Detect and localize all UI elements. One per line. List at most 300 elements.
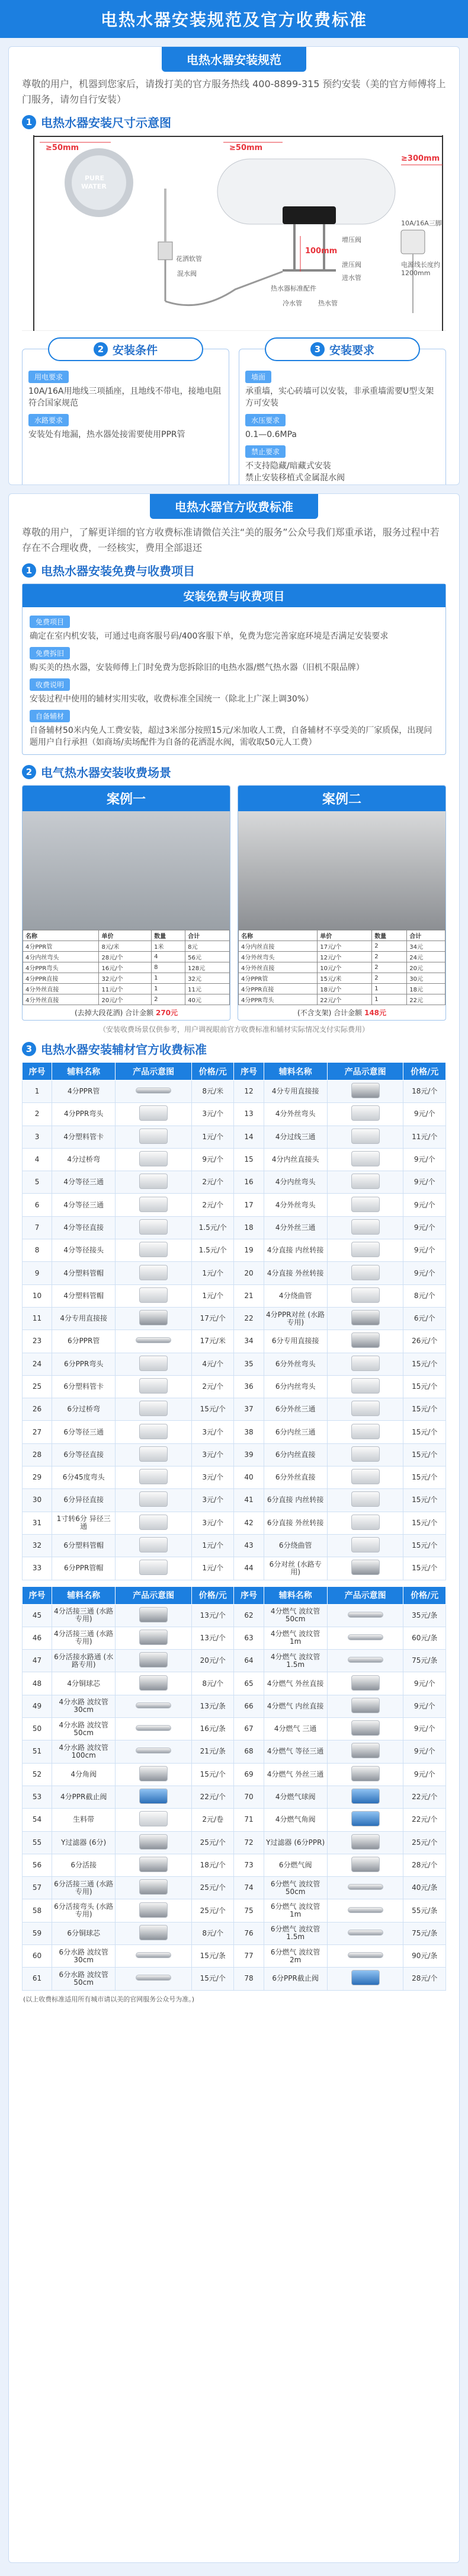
table-cell: 6分燃气 波纹管50cm	[264, 1877, 327, 1899]
product-image-cell	[327, 1103, 403, 1126]
table-cell: 4分铜球芯	[52, 1672, 116, 1695]
table-row	[23, 1877, 446, 1899]
product-image-cell	[327, 1763, 403, 1786]
table-cell: 4分塑料管帽	[52, 1284, 116, 1307]
fee-item-tag-row	[30, 642, 438, 659]
product-image	[351, 1560, 380, 1575]
product-image-cell	[327, 1650, 403, 1672]
section-title: 安装条件	[112, 343, 158, 357]
table-cell: 4分燃气 等径三通	[264, 1740, 327, 1763]
product-image-cell	[327, 1831, 403, 1854]
product-image	[139, 1925, 168, 1940]
product-image-cell	[116, 1695, 192, 1717]
table-cell: 78	[234, 1968, 264, 1990]
table-cell: 6分内丝弯头	[264, 1375, 327, 1398]
table-cell: 75元/条	[403, 1922, 446, 1944]
product-image	[348, 1907, 383, 1913]
table-cell: 4分内丝弯头	[264, 1171, 327, 1194]
table-cell: 6分外丝直接	[264, 1466, 327, 1489]
fee-section-3	[22, 1040, 446, 1057]
case-cell: 名称	[23, 930, 99, 941]
product-image	[139, 1652, 168, 1668]
table-cell: 9	[23, 1262, 52, 1284]
table-cell: 15元/个	[191, 1763, 234, 1786]
table-cell: 2元/个	[191, 1375, 234, 1398]
product-image-cell	[327, 1877, 403, 1899]
table-cell: 4分内丝直接头	[264, 1148, 327, 1171]
table-cell: 4分水路 波纹管100cm	[52, 1740, 116, 1763]
product-image-cell	[116, 1809, 192, 1831]
product-image	[139, 1902, 168, 1918]
case-cell: 1米	[152, 941, 185, 952]
table-cell: 41	[234, 1489, 264, 1512]
fee-item-text: 确定在室内机安装，可通过电商客服号码/400客服下单，免费为您完善家庭环境是否满足安装要求	[30, 632, 389, 641]
table-cell: 1元/个	[191, 1262, 234, 1284]
table-cell: 14	[234, 1126, 264, 1148]
table-cell: 6分等径直接	[52, 1443, 116, 1466]
table-cell: 9元/个	[403, 1740, 446, 1763]
product-image-cell	[116, 1080, 192, 1103]
product-image	[139, 1675, 168, 1691]
table-cell: 11	[23, 1307, 52, 1330]
product-image-cell	[116, 1262, 192, 1284]
table-cell: 8元/个	[403, 1284, 446, 1307]
table-cell: 70	[234, 1786, 264, 1808]
case-row	[239, 984, 445, 994]
table-header: 价格/元	[403, 1063, 446, 1080]
table-cell: 6分对丝 (水路专用)	[264, 1557, 327, 1580]
table-cell: 15元/个	[403, 1443, 446, 1466]
dim-left: ≥50mm	[46, 144, 79, 152]
product-image	[136, 1725, 171, 1731]
product-image	[351, 1857, 380, 1872]
product-image	[351, 1491, 380, 1507]
case-head: 案例二	[238, 786, 445, 811]
table-cell: 33	[23, 1557, 52, 1580]
spec-section-1	[22, 113, 446, 130]
table-cell: 4分直接 内丝转接	[264, 1239, 327, 1262]
table-cell: 66	[234, 1695, 264, 1717]
table-row	[23, 1809, 446, 1831]
product-image	[351, 1675, 380, 1691]
table-cell: 4分塑料管卡	[52, 1126, 116, 1148]
case-cell: 16元/个	[99, 962, 152, 973]
table-row	[23, 1262, 446, 1284]
table-cell: 60	[23, 1944, 52, 1967]
product-image	[139, 1151, 168, 1166]
table-cell: 44	[234, 1557, 264, 1580]
table-row	[23, 1604, 446, 1627]
product-image-cell	[116, 1375, 192, 1398]
product-image	[139, 1310, 168, 1325]
case-cell: 数量	[152, 930, 185, 941]
table-cell: 43	[234, 1534, 264, 1557]
table-header: 产品示意图	[116, 1586, 192, 1604]
case-cell: 2	[372, 941, 407, 952]
case-cell: 4分PPR弯头	[23, 962, 99, 973]
table-row	[23, 1443, 446, 1466]
table-cell: 1.5元/个	[191, 1216, 234, 1239]
product-image	[351, 1083, 380, 1098]
table-cell: 6分燃气阀	[264, 1854, 327, 1876]
product-image-cell	[327, 1489, 403, 1512]
table-cell: 65	[234, 1672, 264, 1695]
case-cell: 56元	[185, 952, 230, 962]
table-cell: 15元/个	[191, 1398, 234, 1421]
product-image	[139, 1242, 168, 1257]
table-cell: 17	[234, 1194, 264, 1216]
table-cell: 9元/个	[403, 1171, 446, 1194]
product-image-cell	[327, 1375, 403, 1398]
table-cell: 25元/个	[191, 1831, 234, 1854]
product-image-cell	[327, 1786, 403, 1808]
table-cell: 4分外丝弯头	[264, 1103, 327, 1126]
table-row	[23, 1922, 446, 1944]
table-cell: 28元/个	[403, 1968, 446, 1990]
table-cell: 64	[234, 1650, 264, 1672]
table-cell: 4分燃气 波纹管1.5m	[264, 1650, 327, 1672]
table-cell: 15元/个	[403, 1489, 446, 1512]
product-image	[351, 1515, 380, 1530]
case-cell: 4分外丝直接	[23, 994, 99, 1005]
table-cell: 4分等径接头	[52, 1239, 116, 1262]
product-image-cell	[116, 1398, 192, 1421]
case-row	[239, 962, 445, 973]
table-cell: 1.5元/个	[191, 1239, 234, 1262]
table-cell: 8元/米	[191, 1080, 234, 1103]
product-image-cell	[116, 1239, 192, 1262]
case-cell: 1	[152, 984, 185, 994]
case-cell: 4分PPR弯头	[239, 994, 318, 1005]
table-row	[23, 1763, 446, 1786]
table-header: 辅料名称	[264, 1063, 327, 1080]
table-cell: 48	[23, 1672, 52, 1695]
product-image-cell	[327, 1398, 403, 1421]
case-head: 案例一	[23, 786, 230, 811]
table-cell: 7	[23, 1216, 52, 1239]
table-cell: 75	[234, 1899, 264, 1922]
product-image-cell	[327, 1968, 403, 1990]
table-cell: 20	[234, 1262, 264, 1284]
case-cell: 2	[152, 994, 185, 1005]
product-image-cell	[116, 1740, 192, 1763]
spec-card-title: 电热水器安装规范	[162, 46, 306, 72]
product-image	[351, 1970, 380, 1985]
table-row	[23, 1216, 446, 1239]
table-cell: 9元/个	[403, 1763, 446, 1786]
table-cell: 37	[234, 1398, 264, 1421]
fee-card-title: 电热水器官方收费标准	[150, 493, 318, 519]
fee-items	[23, 607, 445, 754]
req-tag: 禁止要求	[245, 445, 286, 458]
product-image-cell	[327, 1627, 403, 1649]
product-image	[136, 1975, 171, 1981]
table-cell: 4分过桥弯	[52, 1148, 116, 1171]
case-cell: 34元	[407, 941, 445, 952]
table-cell: 60元/条	[403, 1627, 446, 1649]
case-row	[23, 973, 230, 984]
case-cell: 32元	[185, 973, 230, 984]
product-image-cell	[327, 1809, 403, 1831]
table-cell: 6分活接	[52, 1854, 116, 1876]
product-image	[351, 1811, 380, 1826]
case-cell: 4分PPR管	[239, 973, 318, 984]
product-image	[348, 1657, 383, 1663]
table-cell: 38	[234, 1421, 264, 1443]
table-header: 产品示意图	[327, 1586, 403, 1604]
hot-label: 热水管	[318, 299, 338, 307]
product-image	[351, 1766, 380, 1781]
table-row	[23, 1194, 446, 1216]
product-image-cell	[116, 1831, 192, 1854]
table-cell: 6分绕曲管	[264, 1534, 327, 1557]
product-image	[351, 1174, 380, 1189]
product-image	[351, 1834, 380, 1850]
product-image	[351, 1401, 380, 1416]
table-cell: 9元/个	[403, 1672, 446, 1695]
case-cell: 合计	[407, 930, 445, 941]
table-cell: 58	[23, 1899, 52, 1922]
case-label: (去掉大段花洒)	[74, 1009, 123, 1017]
table-cell: 13元/条	[191, 1695, 234, 1717]
case-row	[23, 952, 230, 962]
table-cell: 22元/个	[403, 1786, 446, 1808]
product-image	[351, 1128, 380, 1144]
section-number: 3	[22, 1042, 36, 1056]
table-cell: 20元/个	[191, 1650, 234, 1672]
table-header: 价格/元	[191, 1063, 234, 1080]
table-cell: 2元/个	[191, 1171, 234, 1194]
product-image	[139, 1515, 168, 1530]
table-cell: 9元/个	[403, 1718, 446, 1740]
table-cell: 55	[23, 1831, 52, 1854]
case-cell: 17元/个	[318, 941, 372, 952]
table-cell: 90元/条	[403, 1944, 446, 1967]
install-spec-card	[8, 46, 460, 485]
product-image-cell	[327, 1899, 403, 1922]
product-image-cell	[116, 1672, 192, 1695]
product-image-cell	[327, 1126, 403, 1148]
table-cell: 71	[234, 1809, 264, 1831]
product-image-cell	[327, 1854, 403, 1876]
table-cell: 6分外丝三通	[264, 1398, 327, 1421]
fee-intro: 尊敬的用户，了解更详细的官方收费标准请微信关注“美的服务”公众号我们郑重承诺，服务过程中若存在不合理收费，一经核实，费用全部退还	[22, 527, 440, 553]
product-image-cell	[327, 1284, 403, 1307]
table-cell: 4分PPR弯头	[52, 1103, 116, 1126]
table-row	[23, 1512, 446, 1534]
table-cell: 76	[234, 1922, 264, 1944]
table-cell: 75元/条	[403, 1650, 446, 1672]
table-cell: 9元/个	[403, 1695, 446, 1717]
table-header: 辅料名称	[52, 1586, 116, 1604]
conditions-pill	[48, 337, 203, 361]
case-row	[23, 962, 230, 973]
fee-item-tag: 免费项目	[30, 616, 70, 628]
case-cell: 24元	[407, 952, 445, 962]
product-image-cell	[116, 1899, 192, 1922]
fee-item-text: 安装过程中使用的辅材实用实收，收费标准全国统一（除北上广深上调30%）	[30, 694, 314, 704]
table-cell: 6分内丝三通	[264, 1421, 327, 1443]
table-cell: 54	[23, 1809, 52, 1831]
table-row	[23, 1466, 446, 1489]
product-image-cell	[116, 1194, 192, 1216]
table-cell: 1元/个	[191, 1557, 234, 1580]
table-cell: 3元/个	[191, 1466, 234, 1489]
banner-title: 电热水器安装规范及官方收费标准	[100, 10, 367, 30]
purifier-brand-2: WATER	[81, 183, 107, 190]
product-image	[348, 1634, 383, 1640]
table-cell: 4分活接三通 (水路专用)	[52, 1604, 116, 1627]
table-cell: 2元/卷	[191, 1809, 234, 1831]
case-cell: 22元/个	[318, 994, 372, 1005]
product-image	[348, 1884, 383, 1890]
product-image	[139, 1174, 168, 1189]
total-label: 合计金额	[334, 1009, 363, 1017]
table-cell: 15元/个	[403, 1466, 446, 1489]
table-cell: 6分燃气 波纹管1m	[264, 1899, 327, 1922]
table-cell: 4分绕曲管	[264, 1284, 327, 1307]
case-row	[23, 994, 230, 1005]
dim-pipe: 100mm	[305, 247, 338, 256]
case-cell: 32元/个	[99, 973, 152, 984]
product-image-cell	[116, 1650, 192, 1672]
product-image	[139, 1491, 168, 1507]
table-cell: 63	[234, 1627, 264, 1649]
table-row	[23, 1557, 446, 1580]
case-cell: 18元	[407, 984, 445, 994]
product-image	[348, 1952, 383, 1958]
table-cell: Y过滤器 (6分PPR)	[264, 1831, 327, 1854]
table-row	[23, 1786, 446, 1808]
case-cell: 4分外丝直接	[239, 962, 318, 973]
table-cell: 53	[23, 1786, 52, 1808]
table-header: 序号	[23, 1586, 52, 1604]
product-image-cell	[116, 1148, 192, 1171]
case-row	[23, 930, 230, 941]
table-cell: 1元/个	[191, 1126, 234, 1148]
table-cell: 6分活接水路通 (水路专用)	[52, 1650, 116, 1672]
table-cell: 8元/个	[191, 1672, 234, 1695]
table-row	[23, 1171, 446, 1194]
product-image-cell	[327, 1307, 403, 1330]
case-cell: 4分外丝直接	[23, 984, 99, 994]
product-image-cell	[327, 1353, 403, 1375]
table-header-row	[23, 1063, 446, 1080]
purifier-brand-1: PURE	[85, 174, 104, 182]
table-row	[23, 1831, 446, 1854]
case-cell: 4分PPR直接	[239, 984, 318, 994]
fee-item-text: 自备辅材50米内免人工费安装，超过3米部分按照15元/米加收人工费，自备辅材不享受美的厂家质保，出现问题用户自行承担（如商场/卖场配件为自备的花洒混水阀，需收取50元人工费）	[30, 726, 432, 747]
case-total: 148元	[364, 1009, 387, 1017]
table-cell: 21	[234, 1284, 264, 1307]
product-image	[139, 1811, 168, 1826]
product-image	[139, 1446, 168, 1462]
case-cell: 18元/个	[318, 984, 372, 994]
table-cell: 30	[23, 1489, 52, 1512]
table-cell: 6分水路 波纹管30cm	[52, 1944, 116, 1967]
table-cell: 1元/个	[191, 1534, 234, 1557]
product-image-cell	[327, 1330, 403, 1353]
table-cell: 4分燃气 波纹管1m	[264, 1627, 327, 1649]
table-header: 序号	[23, 1063, 52, 1080]
spec-intro: 尊敬的用户，机器到您家后，请拨打美的官方服务热线 400-8899-315 预约安装（美的官方师傅将上门服务，请勿自行安装）	[22, 78, 446, 105]
table-cell: 17元/米	[191, 1330, 234, 1353]
table-cell: 18元/个	[403, 1080, 446, 1103]
table-header: 产品示意图	[116, 1063, 192, 1080]
table-cell: 40	[234, 1466, 264, 1489]
fee-item-tag-row	[30, 611, 438, 628]
product-image-cell	[327, 1239, 403, 1262]
table-cell: 4分等径三通	[52, 1194, 116, 1216]
table-header-row	[23, 1586, 446, 1604]
case-cell: 8	[152, 962, 185, 973]
case-cell: 4分外丝弯头	[239, 952, 318, 962]
product-image-cell	[327, 1194, 403, 1216]
req-text: 不支持隐藏/暗藏式安装 禁止安装移植式金属混水阀	[245, 461, 345, 483]
table-cell: 69	[234, 1763, 264, 1786]
fee-item-tag: 自备辅材	[30, 710, 70, 722]
fee-standard-card	[8, 493, 460, 2563]
footer-note: (以上收费标准适用所有城市请以美的官网服务公众号为准。)	[23, 1995, 195, 2003]
product-image-cell	[116, 1353, 192, 1375]
product-image	[136, 1748, 171, 1754]
table-cell: 25元/个	[403, 1831, 446, 1854]
case-row	[23, 984, 230, 994]
table-cell: 35	[234, 1353, 264, 1375]
table-cell: 45	[23, 1604, 52, 1627]
pump-label: 增压阀	[342, 236, 361, 244]
case-cell: 28元/个	[99, 952, 152, 962]
diagram-svg	[22, 135, 460, 331]
table-cell: 22元/个	[403, 1809, 446, 1831]
product-image	[136, 1337, 171, 1343]
case-row	[239, 941, 445, 952]
table-row	[23, 1489, 446, 1512]
table-cell: 4分专用直接接	[264, 1080, 327, 1103]
table-cell: 8元/个	[191, 1922, 234, 1944]
table-cell: 4分外丝三通	[264, 1216, 327, 1239]
table-cell: 9元/个	[403, 1103, 446, 1126]
product-image	[351, 1287, 380, 1303]
product-image	[351, 1242, 380, 1257]
product-image-cell	[116, 1604, 192, 1627]
product-image	[348, 1612, 383, 1618]
product-image-cell	[116, 1466, 192, 1489]
case-cell: 1	[372, 994, 407, 1005]
table-cell: 28	[23, 1443, 52, 1466]
section-title: 电气热水器安装收费场景	[41, 766, 171, 780]
case-cell: 4分内丝直接	[239, 941, 318, 952]
req-text: 0.1—0.6MPa	[245, 430, 297, 439]
table-cell: 26元/个	[403, 1330, 446, 1353]
table-cell: 6分直接 外丝转接	[264, 1512, 327, 1534]
product-image	[139, 1788, 168, 1804]
table-cell: 15元/个	[191, 1968, 234, 1990]
product-image	[139, 1197, 168, 1212]
table-row	[23, 1353, 446, 1375]
table-cell: 72	[234, 1831, 264, 1854]
valve-std-label: 热水器标准配件	[271, 285, 316, 292]
product-image-cell	[116, 1944, 192, 1967]
fee-item-text: 购买美的热水器，安装师傅上门时免费为您拆除旧的电热水器/燃气热水器（旧机不限品牌）	[30, 663, 364, 672]
product-image-cell	[327, 1171, 403, 1194]
product-image-cell	[116, 1718, 192, 1740]
table-cell: 3元/个	[191, 1489, 234, 1512]
product-image	[351, 1219, 380, 1235]
product-image-cell	[327, 1944, 403, 1967]
product-image-cell	[116, 1489, 192, 1512]
case-cell: 22元	[407, 994, 445, 1005]
